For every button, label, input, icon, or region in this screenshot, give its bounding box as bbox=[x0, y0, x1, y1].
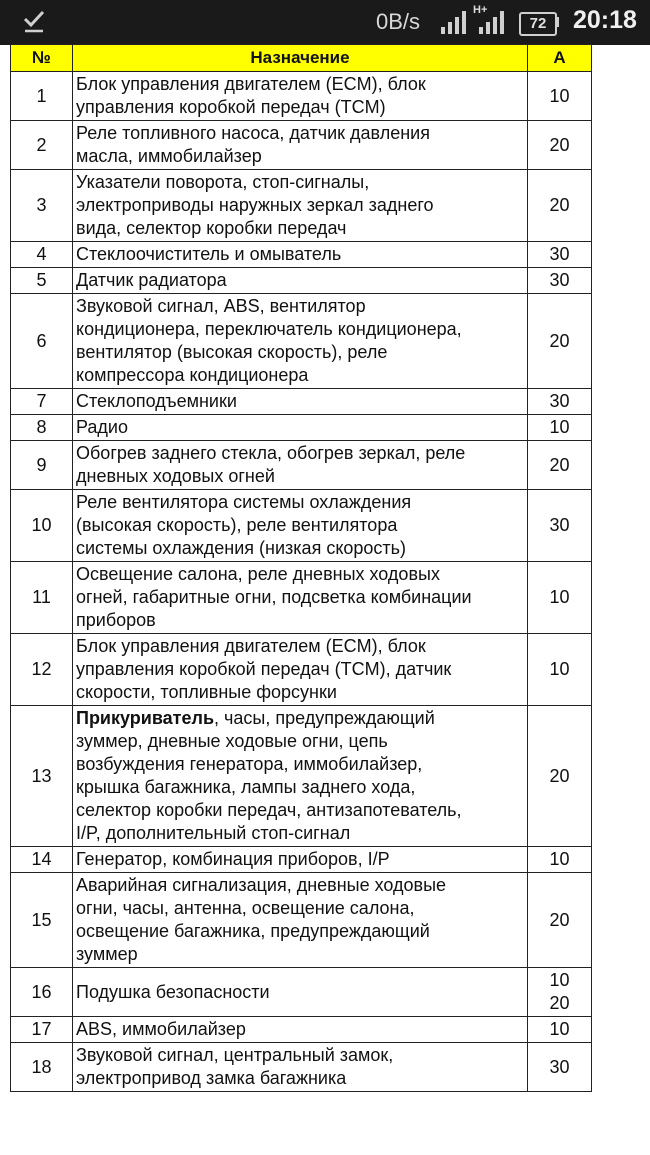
battery-tip bbox=[555, 17, 559, 27]
fuse-amperage: 20 bbox=[528, 873, 592, 968]
table-row bbox=[11, 294, 592, 389]
table-row bbox=[11, 968, 592, 1017]
fuse-purpose bbox=[73, 415, 528, 441]
fuse-amperage: 10 bbox=[528, 415, 592, 441]
fuse-amperage: 20 bbox=[528, 170, 592, 242]
fuse-purpose bbox=[73, 121, 528, 170]
fuse-number: 6 bbox=[11, 294, 73, 389]
fuse-amperage: 30 bbox=[528, 389, 592, 415]
purpose-line: Освещение салона, реле дневных ходовых bbox=[76, 564, 440, 584]
table-row bbox=[11, 1043, 592, 1092]
purpose-line: (высокая скорость), реле вентилятора bbox=[76, 515, 398, 535]
fuse-amperage: 20 bbox=[528, 706, 592, 847]
clock: 20:18 bbox=[573, 6, 637, 34]
fuse-amperage: 30 bbox=[528, 242, 592, 268]
purpose-line: селектор коробки передач, антизапотеватель, bbox=[76, 800, 462, 820]
status-bar bbox=[0, 0, 650, 45]
header-number: № bbox=[11, 45, 73, 72]
fuse-purpose bbox=[73, 706, 528, 847]
fuse-amperage: 10 bbox=[528, 847, 592, 873]
fuse-purpose bbox=[73, 1017, 528, 1043]
purpose-line: кондиционера, переключатель кондиционера, bbox=[76, 319, 462, 339]
fuse-number: 11 bbox=[11, 562, 73, 634]
fuse-amperage: 10 bbox=[528, 1017, 592, 1043]
purpose-text: , часы, предупреждающий bbox=[214, 708, 435, 728]
purpose-line: управления коробкой передач (TCM), датчик bbox=[76, 659, 452, 679]
fuse-number: 10 bbox=[11, 490, 73, 562]
network-speed: 0B/s bbox=[376, 9, 421, 34]
purpose-line: крышка багажника, лампы заднего хода, bbox=[76, 777, 416, 797]
table-row bbox=[11, 415, 592, 441]
purpose-line: Реле топливного насоса, датчик давления bbox=[76, 123, 430, 143]
fuse-number: 18 bbox=[11, 1043, 73, 1092]
fuse-number: 2 bbox=[11, 121, 73, 170]
fuse-amperage: 20 bbox=[528, 441, 592, 490]
fuse-purpose bbox=[73, 294, 528, 389]
fuse-table bbox=[10, 44, 592, 1092]
table-row bbox=[11, 170, 592, 242]
table-row bbox=[11, 490, 592, 562]
purpose-line: дневных ходовых огней bbox=[76, 466, 275, 486]
fuse-purpose bbox=[73, 441, 528, 490]
fuse-number: 9 bbox=[11, 441, 73, 490]
table-row bbox=[11, 441, 592, 490]
purpose-line: освещение багажника, предупреждающий bbox=[76, 921, 430, 941]
purpose-line: компрессора кондиционера bbox=[76, 365, 309, 385]
fuse-purpose bbox=[73, 562, 528, 634]
table-row bbox=[11, 242, 592, 268]
purpose-line: Блок управления двигателем (ECM), блок bbox=[76, 636, 426, 656]
purpose-line: Указатели поворота, стоп-сигналы, bbox=[76, 172, 370, 192]
header-amperage: А bbox=[528, 45, 592, 72]
purpose-line: вентилятор (высокая скорость), реле bbox=[76, 342, 388, 362]
fuse-amperage: 10 bbox=[528, 634, 592, 706]
purpose-line: зуммер, дневные ходовые огни, цепь bbox=[76, 731, 388, 751]
fuse-purpose bbox=[73, 72, 528, 121]
purpose-line: Стеклоподъемники bbox=[76, 391, 237, 411]
table-row bbox=[11, 562, 592, 634]
purpose-bold-prefix: Прикуриватель bbox=[76, 708, 215, 728]
purpose-line: Звуковой сигнал, центральный замок, bbox=[76, 1045, 394, 1065]
purpose-line: Реле вентилятора системы охлаждения bbox=[76, 492, 412, 512]
purpose-line: Подушка безопасности bbox=[76, 981, 270, 1002]
purpose-line: электропривод замка багажника bbox=[76, 1068, 347, 1088]
purpose-line bbox=[76, 707, 526, 730]
fuse-number: 8 bbox=[11, 415, 73, 441]
fuse-purpose bbox=[73, 490, 528, 562]
purpose-line: I/P, дополнительный стоп-сигнал bbox=[76, 823, 351, 843]
purpose-line: Аварийная сигнализация, дневные ходовые bbox=[76, 875, 447, 895]
signal-strength-icon bbox=[440, 10, 470, 34]
fuse-number: 16 bbox=[11, 968, 73, 1017]
purpose-line: Блок управления двигателем (ECM), блок bbox=[76, 74, 426, 94]
fuse-number: 15 bbox=[11, 873, 73, 968]
network-type: H+ bbox=[473, 4, 488, 16]
purpose-line: возбуждения генератора, иммобилайзер, bbox=[76, 754, 423, 774]
purpose-line: приборов bbox=[76, 610, 156, 630]
table-row bbox=[11, 268, 592, 294]
fuse-purpose bbox=[73, 968, 528, 1017]
table-row bbox=[11, 72, 592, 121]
purpose-line: Стеклоочиститель и омыватель bbox=[76, 244, 342, 264]
purpose-line: огни, часы, антенна, освещение салона, bbox=[76, 898, 415, 918]
purpose-line: Генератор, комбинация приборов, I/P bbox=[76, 849, 390, 869]
fuse-amperage: 20 bbox=[528, 294, 592, 389]
purpose-line: Датчик радиатора bbox=[76, 270, 227, 290]
fuse-number: 14 bbox=[11, 847, 73, 873]
header-purpose: Назначение bbox=[73, 45, 528, 72]
table-row bbox=[11, 121, 592, 170]
fuse-purpose bbox=[73, 242, 528, 268]
table-row bbox=[11, 873, 592, 968]
purpose-line: вида, селектор коробки передач bbox=[76, 218, 347, 238]
fuse-purpose bbox=[73, 170, 528, 242]
purpose-line: системы охлаждения (низкая скорость) bbox=[76, 538, 407, 558]
fuse-number: 4 bbox=[11, 242, 73, 268]
purpose-line: управления коробкой передач (TCM) bbox=[76, 97, 386, 117]
fuse-amperage: 30 bbox=[528, 268, 592, 294]
purpose-line: скорости, топливные форсунки bbox=[76, 682, 337, 702]
purpose-line: огней, габаритные огни, подсветка комбинации bbox=[76, 587, 472, 607]
fuse-purpose bbox=[73, 847, 528, 873]
signal-strength-2-icon bbox=[478, 10, 508, 34]
table-header bbox=[11, 45, 592, 72]
fuse-amperage: 20 bbox=[528, 121, 592, 170]
purpose-line: ABS, иммобилайзер bbox=[76, 1019, 246, 1039]
check-icon bbox=[22, 8, 46, 34]
fuse-purpose bbox=[73, 389, 528, 415]
purpose-line: масла, иммобилайзер bbox=[76, 146, 262, 166]
fuse-amperage: 10 bbox=[528, 562, 592, 634]
fuse-amperage: 30 bbox=[528, 1043, 592, 1092]
battery-icon: 72 bbox=[519, 12, 557, 36]
table-row bbox=[11, 706, 592, 847]
table-row bbox=[11, 847, 592, 873]
table-row bbox=[11, 634, 592, 706]
fuse-purpose bbox=[73, 1043, 528, 1092]
purpose-line: Звуковой сигнал, ABS, вентилятор bbox=[76, 296, 366, 316]
fuse-number: 7 bbox=[11, 389, 73, 415]
purpose-line: электроприводы наружных зеркал заднего bbox=[76, 195, 434, 215]
fuse-number: 13 bbox=[11, 706, 73, 847]
table-row bbox=[11, 1017, 592, 1043]
fuse-number: 5 bbox=[11, 268, 73, 294]
fuse-purpose bbox=[73, 268, 528, 294]
purpose-line: Обогрев заднего стекла, обогрев зеркал, реле bbox=[76, 443, 466, 463]
purpose-line: Радио bbox=[76, 417, 128, 437]
fuse-amperage: 10 20 bbox=[528, 968, 592, 1017]
fuse-amperage: 10 bbox=[528, 72, 592, 121]
fuse-number: 1 bbox=[11, 72, 73, 121]
fuse-amperage: 30 bbox=[528, 490, 592, 562]
fuse-number: 12 bbox=[11, 634, 73, 706]
table-row bbox=[11, 389, 592, 415]
fuse-number: 3 bbox=[11, 170, 73, 242]
fuse-purpose bbox=[73, 634, 528, 706]
fuse-number: 17 bbox=[11, 1017, 73, 1043]
purpose-line: зуммер bbox=[76, 944, 138, 964]
fuse-purpose bbox=[73, 873, 528, 968]
